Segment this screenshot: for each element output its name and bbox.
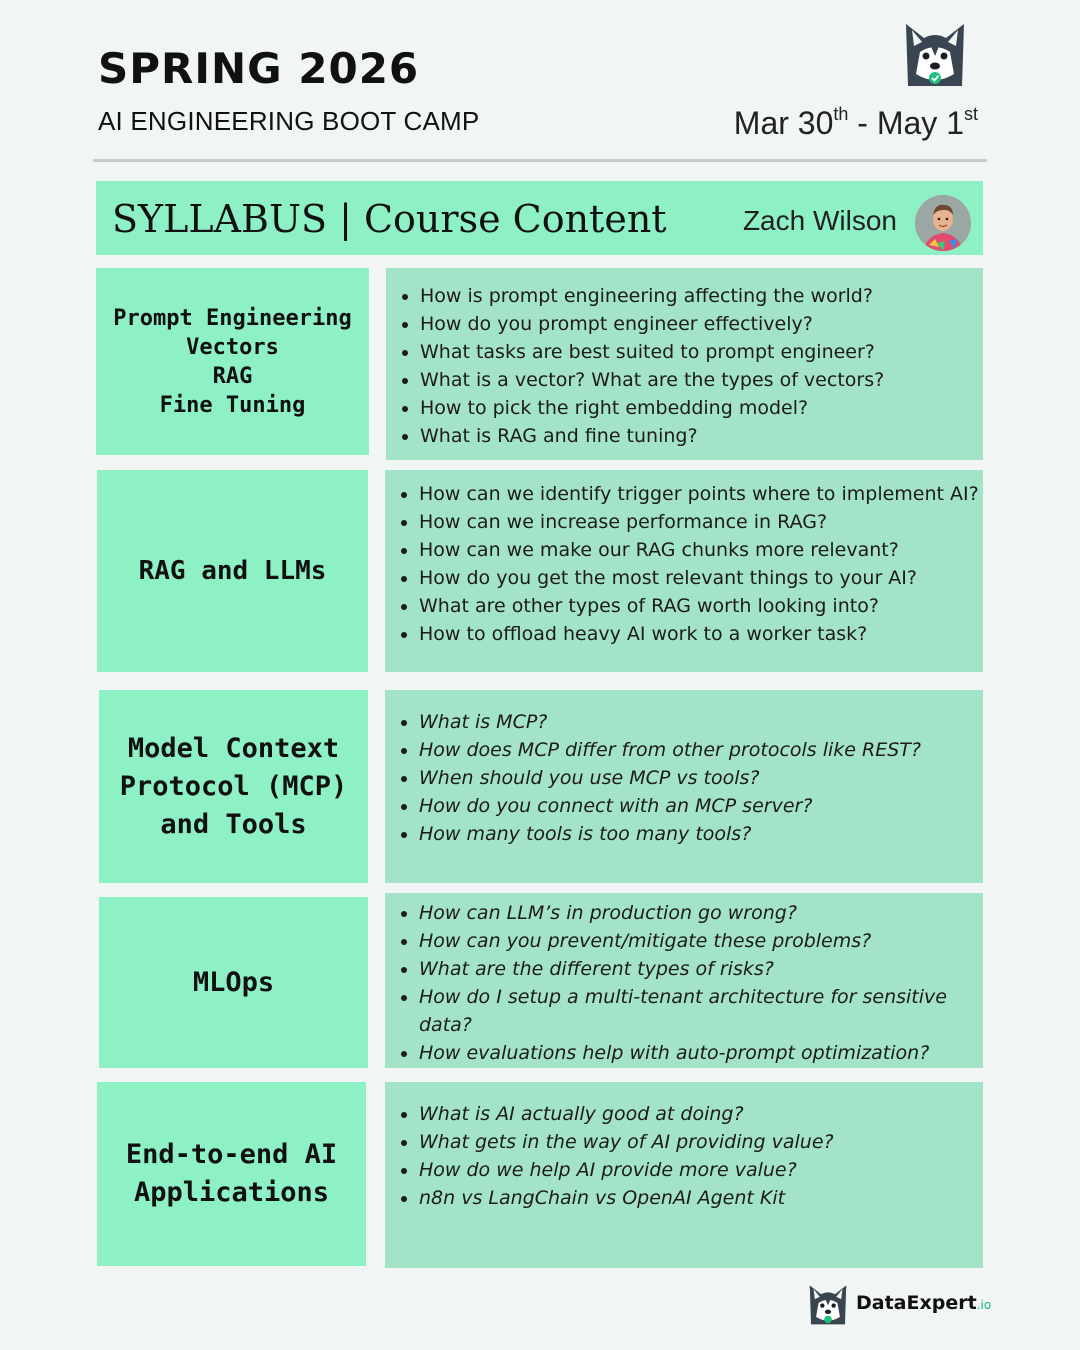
question-item: • How do you connect with an MCP server? [419, 792, 983, 820]
header-divider [93, 159, 987, 162]
question-item: • How to pick the right embedding model? [420, 394, 983, 422]
question-item: • How to offload heavy AI work to a worker task? [419, 620, 983, 648]
question-item: • How do I setup a multi-tenant architecture for sensitive data? [419, 983, 983, 1039]
brand-name: DataExpert [856, 1292, 977, 1314]
question-item: • How can you prevent/mitigate these problems? [419, 927, 983, 955]
question-item: • How do we help AI provide more value? [419, 1156, 983, 1184]
page-subtitle: AI ENGINEERING BOOT CAMP [98, 106, 480, 136]
footer-brand [856, 1292, 991, 1314]
question-item: • How do you prompt engineer effectively? [420, 310, 983, 338]
module-questions [385, 1082, 983, 1268]
question-item: • How can we increase performance in RAG? [419, 508, 983, 536]
topic-line: RAG and LLMs [138, 556, 327, 586]
topic-line: Fine Tuning [159, 392, 306, 418]
question-item: • What is AI actually good at doing? [419, 1100, 983, 1128]
module-questions [385, 893, 983, 1068]
question-item: • What tasks are best suited to prompt engineer? [420, 338, 983, 366]
topic-line: Applications [133, 1177, 330, 1208]
module-questions [385, 470, 983, 672]
question-item: • How many tools is too many tools? [419, 820, 983, 848]
date-separator: - [848, 105, 877, 141]
module-topic [97, 470, 368, 672]
module-topic [96, 268, 369, 455]
question-item: • How is prompt engineering affecting the world? [420, 282, 983, 310]
syllabus-title: SYLLABUS | Course Content [112, 197, 667, 241]
syllabus-banner [96, 181, 983, 255]
question-item: • How can LLM’s in production go wrong? [419, 899, 983, 927]
date-end: May 1 [876, 105, 964, 141]
topic-line: and Tools [160, 808, 307, 840]
module-topic [99, 690, 368, 883]
question-item: • What are the different types of risks? [419, 955, 983, 983]
question-item: • When should you use MCP vs tools? [419, 764, 983, 792]
date-start: Mar 30 [733, 105, 834, 141]
date-end-suffix: st [963, 104, 978, 124]
brand-suffix: .io [976, 1298, 992, 1312]
topic-line: Model Context [127, 732, 340, 764]
question-item: • n8n vs LangChain vs OpenAI Agent Kit [419, 1184, 983, 1212]
question-item: • What is RAG and fine tuning? [420, 422, 983, 450]
topic-line: End-to-end AI [125, 1139, 338, 1170]
question-item: • How can we make our RAG chunks more relevant? [419, 536, 983, 564]
question-item: • How does MCP differ from other protocols like REST? [419, 736, 983, 764]
question-item: • What is a vector? What are the types of vectors? [420, 366, 983, 394]
module-topic [97, 1082, 366, 1266]
husky-logo-icon [806, 1280, 850, 1326]
module-questions [385, 690, 983, 883]
topic-line: Vectors [186, 334, 279, 360]
module-topic [99, 897, 368, 1068]
page-title: SPRING 2026 [98, 44, 420, 93]
instructor-name: Zach Wilson [742, 205, 897, 236]
question-item: • How do you get the most relevant things to your AI? [419, 564, 983, 592]
instructor-avatar [915, 195, 971, 251]
topic-line: Protocol (MCP) [119, 770, 348, 802]
topic-line: Prompt Engineering [113, 305, 352, 331]
husky-logo-icon [900, 16, 970, 88]
topic-line: RAG [212, 363, 253, 389]
question-item: • How evaluations help with auto-prompt optimization? [419, 1039, 983, 1067]
module-questions [386, 268, 983, 460]
date-start-suffix: th [833, 104, 849, 124]
topic-line: MLOps [192, 966, 275, 998]
date-range [734, 104, 978, 142]
question-item: • How can we identify trigger points where to implement AI? [419, 480, 983, 508]
question-item: • What is MCP? [419, 708, 983, 736]
question-item: • What gets in the way of AI providing value? [419, 1128, 983, 1156]
question-item: • What are other types of RAG worth looking into? [419, 592, 983, 620]
